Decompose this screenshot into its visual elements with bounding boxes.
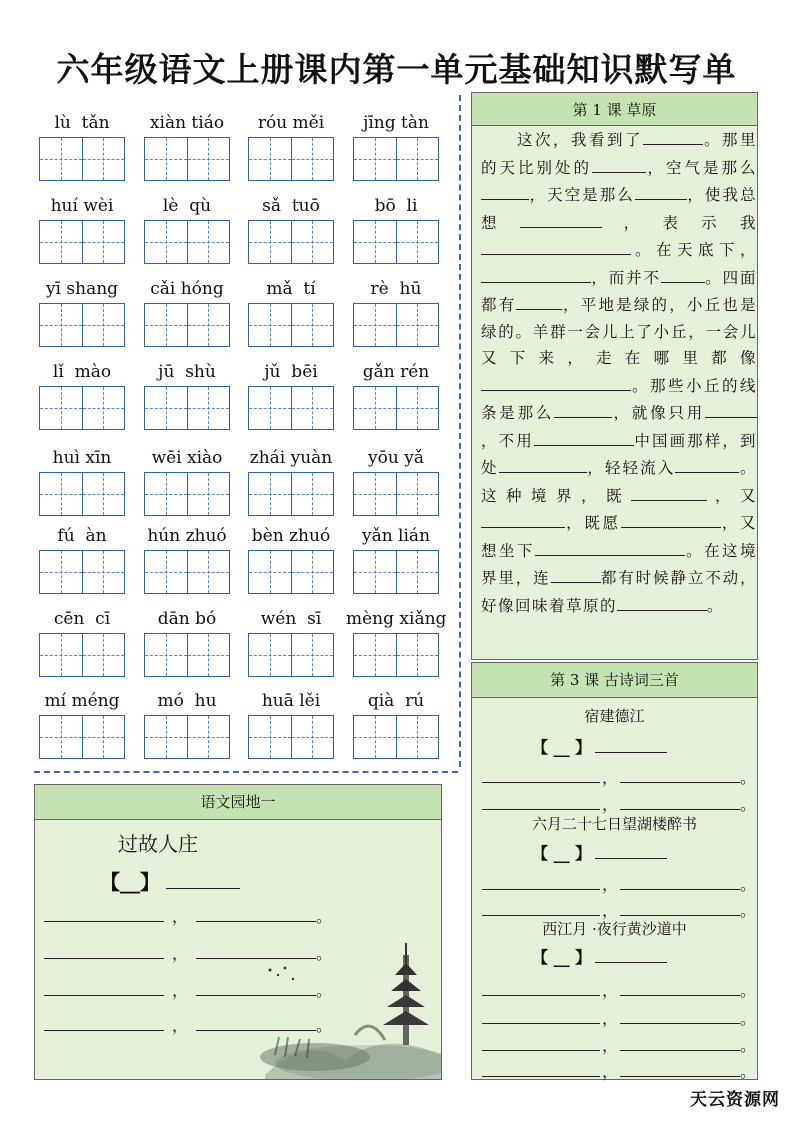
writing-cell[interactable] [354, 387, 396, 429]
pinyin-label: xiàn tiáo [149, 113, 225, 133]
writing-grid[interactable] [144, 220, 230, 264]
passage-text: ，使我总想 [481, 186, 757, 232]
writing-grid[interactable] [144, 550, 230, 594]
poem-title: 西江月 ·夜行黄沙道中 [542, 920, 687, 938]
poem-blank[interactable] [482, 1058, 600, 1077]
pinyin-label: sǎ tuō [262, 196, 320, 216]
author-bracket: 【__】 [100, 866, 240, 895]
poem-blank[interactable] [44, 940, 164, 959]
writing-cell[interactable] [249, 138, 291, 180]
writing-cell[interactable] [145, 387, 187, 429]
pinyin-label: huì xīn [52, 448, 112, 468]
passage-text: ，天空是那么 [529, 186, 635, 204]
comma: ， [602, 1036, 619, 1055]
writing-cell[interactable] [396, 304, 439, 346]
fill-blank[interactable] [520, 209, 602, 228]
author-bracket [532, 944, 667, 968]
pinyin-label: cēn cī [53, 609, 111, 629]
period: 。 [740, 1009, 757, 1028]
writing-cell[interactable] [187, 138, 230, 180]
writing-grid[interactable] [39, 386, 125, 430]
writing-grid[interactable] [248, 633, 334, 677]
writing-cell[interactable] [249, 304, 291, 346]
fill-blank[interactable] [551, 564, 601, 583]
passage-text: 。在天底下， [631, 241, 757, 259]
writing-cell[interactable] [354, 716, 396, 758]
poem-line [482, 1032, 756, 1056]
passage-text: ，平地是绿的，小丘也是绿的。羊群一会儿上了小丘，一会儿又下来，走在哪里都像 [481, 296, 757, 367]
writing-cell[interactable] [82, 634, 125, 676]
writing-grid[interactable] [39, 633, 125, 677]
poem-blank[interactable] [482, 897, 600, 916]
writing-cell[interactable] [40, 551, 82, 593]
passage-text: ，既愿 [565, 514, 621, 532]
writing-cell[interactable] [291, 304, 334, 346]
fill-blank[interactable] [592, 154, 646, 173]
writing-cell[interactable] [145, 221, 187, 263]
writing-cell[interactable] [187, 473, 230, 515]
writing-grid[interactable] [353, 472, 439, 516]
poem-blank[interactable] [620, 897, 740, 916]
poem-blank[interactable] [620, 1058, 740, 1077]
poem-blank[interactable] [196, 903, 316, 922]
fill-blank[interactable] [643, 126, 703, 145]
writing-grid[interactable] [248, 472, 334, 516]
writing-grid[interactable] [39, 137, 125, 181]
writing-cell[interactable] [187, 634, 230, 676]
writing-cell[interactable] [249, 473, 291, 515]
period: 。 [740, 1036, 757, 1055]
pinyin-label: yǎn lián [361, 526, 431, 546]
writing-grid[interactable] [39, 715, 125, 759]
poem-blank[interactable] [620, 1032, 740, 1051]
poem-title: 过故人庄 [118, 832, 198, 856]
writing-cell[interactable] [291, 634, 334, 676]
pagoda-illustration [245, 935, 441, 1079]
writing-grid[interactable] [248, 386, 334, 430]
writing-cell[interactable] [291, 387, 334, 429]
writing-cell[interactable] [187, 551, 230, 593]
pinyin-label: wén sī [260, 609, 322, 629]
writing-cell[interactable] [40, 716, 82, 758]
author-blank[interactable] [595, 840, 667, 859]
comma: ， [602, 901, 619, 920]
fill-blank[interactable] [617, 592, 707, 611]
lesson1-passage [481, 126, 757, 619]
writing-cell[interactable] [187, 221, 230, 263]
pinyin-label: hún zhuó [147, 526, 227, 546]
pinyin-label: mèng xiǎng [346, 609, 447, 629]
writing-cell[interactable] [40, 634, 82, 676]
writing-cell[interactable] [396, 387, 439, 429]
page-title: 六年级语文上册课内第一单元基础知识默写单 [56, 50, 737, 89]
bracket-text: 【 __ 】 [532, 948, 592, 967]
writing-grid[interactable] [353, 220, 439, 264]
writing-cell[interactable] [145, 634, 187, 676]
passage-text: 。在这境界里，连 [481, 541, 757, 587]
period: 。 [740, 981, 757, 1000]
fill-blank[interactable] [661, 264, 705, 283]
period: 。 [740, 768, 757, 787]
comma: ， [172, 981, 189, 1000]
pinyin-label: mó hu [157, 691, 217, 711]
writing-cell[interactable] [396, 138, 439, 180]
comma: ， [602, 875, 619, 894]
period: 。 [740, 901, 757, 920]
writing-cell[interactable] [291, 138, 334, 180]
poem-blank[interactable] [482, 764, 600, 783]
writing-cell[interactable] [82, 551, 125, 593]
bracket-text: 【 __ 】 [532, 844, 592, 863]
writing-cell[interactable] [354, 221, 396, 263]
writing-cell[interactable] [40, 221, 82, 263]
writing-grid[interactable] [248, 303, 334, 347]
pinyin-label: róu měi [257, 113, 325, 133]
pinyin-label: huā lěi [261, 691, 321, 711]
writing-cell[interactable] [187, 304, 230, 346]
writing-cell[interactable] [145, 551, 187, 593]
writing-cell[interactable] [82, 716, 125, 758]
pinyin-label: gǎn rén [362, 362, 430, 382]
period: 。 [316, 1016, 333, 1035]
comma: ， [602, 795, 619, 814]
poem-title: 六月二十七日望湖楼醉书 [531, 815, 697, 833]
pinyin-label: rè hū [370, 279, 422, 299]
pinyin-label: mǎ tí [266, 279, 316, 299]
writing-grid[interactable] [248, 137, 334, 181]
passage-text: ，轻轻流入 [586, 459, 676, 477]
pinyin-label: bō li [374, 196, 418, 216]
fill-blank[interactable] [705, 399, 757, 418]
comma: ， [602, 768, 619, 787]
pinyin-label: lè qù [162, 196, 212, 216]
writing-cell[interactable] [396, 221, 439, 263]
pinyin-label: mí méng [44, 691, 120, 711]
poem-line [482, 764, 756, 788]
poem-blank[interactable] [620, 791, 740, 810]
writing-cell[interactable] [396, 634, 439, 676]
writing-grid[interactable] [353, 137, 439, 181]
writing-cell[interactable] [354, 473, 396, 515]
writing-cell[interactable] [354, 304, 396, 346]
writing-cell[interactable] [291, 473, 334, 515]
writing-grid[interactable] [39, 303, 125, 347]
writing-cell[interactable] [354, 634, 396, 676]
pinyin-label: qià rú [367, 691, 425, 711]
lesson1-header: 第 1 课 草原 [471, 92, 758, 126]
poem-line [482, 1005, 756, 1029]
writing-grid[interactable] [353, 303, 439, 347]
pinyin-label: yōu yǎ [368, 448, 424, 468]
passage-text: ，表示我 [601, 213, 757, 232]
writing-grid[interactable] [353, 386, 439, 430]
author-blank[interactable] [595, 944, 667, 963]
writing-cell[interactable] [82, 221, 125, 263]
comma: ， [172, 944, 189, 963]
poem-line [482, 791, 756, 815]
poem-title: 宿建德江 [584, 707, 645, 725]
poem-blank[interactable] [620, 1005, 740, 1024]
fill-blank[interactable] [635, 181, 687, 200]
passage-text: 中国画那样，到处 [481, 431, 757, 477]
fill-blank[interactable] [675, 454, 739, 473]
bracket-text: 【 __ 】 [532, 738, 592, 757]
poem-blank[interactable] [482, 1005, 600, 1024]
brand-watermark: 天云资源网 [690, 1090, 780, 1110]
author-bracket [532, 734, 667, 758]
poem-blank[interactable] [482, 871, 600, 890]
fill-blank[interactable] [534, 427, 634, 446]
poem-blank[interactable] [620, 977, 740, 996]
writing-cell[interactable] [187, 387, 230, 429]
passage-text: ，就像只用 [612, 404, 705, 422]
poem-line [482, 977, 756, 1001]
pinyin-label: cǎi hóng [150, 279, 224, 299]
writing-grid[interactable] [39, 550, 125, 594]
writing-cell[interactable] [40, 473, 82, 515]
writing-cell[interactable] [40, 138, 82, 180]
poem-blank[interactable] [620, 871, 740, 890]
poem-line [482, 871, 756, 895]
writing-grid[interactable] [144, 303, 230, 347]
pinyin-label: lù tǎn [54, 113, 110, 133]
writing-grid[interactable] [144, 386, 230, 430]
pinyin-label: jǔ bēi [264, 362, 318, 382]
passage-text: ，又 [706, 486, 757, 505]
writing-cell[interactable] [145, 473, 187, 515]
pinyin-label: yī shang [45, 279, 119, 299]
comma: ， [602, 981, 619, 1000]
pinyin-label: wēi xiào [151, 448, 223, 468]
fill-blank[interactable] [481, 372, 631, 391]
period: 。 [316, 944, 333, 963]
pinyin-label: jīng tàn [363, 113, 429, 133]
writing-cell[interactable] [291, 716, 334, 758]
writing-grid[interactable] [248, 715, 334, 759]
fill-blank[interactable] [554, 399, 612, 418]
comma: ， [602, 1009, 619, 1028]
poem-line [44, 903, 332, 927]
writing-grid[interactable] [144, 472, 230, 516]
lesson3-header: 第 3 课 古诗词三首 [471, 662, 758, 698]
fill-blank[interactable] [535, 537, 685, 556]
writing-cell[interactable] [82, 473, 125, 515]
pinyin-label: dān bó [157, 609, 217, 629]
passage-text: 。这种境界，既 [481, 459, 757, 505]
writing-cell[interactable] [354, 138, 396, 180]
poem-blank[interactable] [44, 903, 164, 922]
writing-cell[interactable] [249, 634, 291, 676]
poem-blank[interactable] [44, 1012, 164, 1031]
writing-cell[interactable] [249, 716, 291, 758]
writing-cell[interactable] [396, 551, 439, 593]
pinyin-label: bèn zhuó [251, 526, 331, 546]
writing-cell[interactable] [354, 551, 396, 593]
writing-grid[interactable] [353, 633, 439, 677]
writing-grid[interactable] [144, 715, 230, 759]
author-bracket [532, 840, 667, 864]
comma: ， [172, 1016, 189, 1035]
writing-cell[interactable] [40, 387, 82, 429]
writing-cell[interactable] [145, 304, 187, 346]
writing-cell[interactable] [396, 473, 439, 515]
fill-blank[interactable] [481, 236, 631, 255]
writing-grid[interactable] [144, 633, 230, 677]
fill-blank[interactable] [481, 181, 529, 200]
period: 。 [740, 1062, 757, 1081]
fill-blank[interactable] [621, 509, 721, 528]
writing-cell[interactable] [249, 551, 291, 593]
writing-grid[interactable] [353, 715, 439, 759]
writing-cell[interactable] [187, 716, 230, 758]
author-blank[interactable] [595, 734, 667, 753]
writing-grid[interactable] [248, 550, 334, 594]
poem-line [482, 1058, 756, 1082]
passage-text: 都有时候静立不动，好像回味着草原的 [481, 569, 757, 615]
fill-blank[interactable] [631, 482, 707, 501]
passage-text: ，又想坐下 [481, 514, 757, 560]
writing-cell[interactable] [291, 551, 334, 593]
poem-blank[interactable] [482, 791, 600, 810]
fill-blank[interactable] [516, 291, 562, 310]
writing-grid[interactable] [39, 220, 125, 264]
poem-blank[interactable] [482, 1032, 600, 1051]
passage-text: ，而并不 [591, 268, 661, 287]
fill-blank[interactable] [481, 509, 565, 528]
writing-cell[interactable] [291, 221, 334, 263]
passage-text: 。四面都有 [481, 268, 757, 314]
writing-grid[interactable] [144, 137, 230, 181]
period: 。 [740, 795, 757, 814]
writing-cell[interactable] [82, 387, 125, 429]
pinyin-label: huí wèi [50, 196, 114, 216]
author-blank[interactable] [166, 870, 240, 889]
passage-text: 。 [707, 596, 725, 615]
comma: ， [172, 907, 189, 926]
period: 。 [316, 981, 333, 1000]
passage-text: 这次，我看到了 [481, 131, 643, 149]
vertical-divider [459, 95, 461, 767]
poem-blank[interactable] [482, 977, 600, 996]
passage-text: 。那里的天比别处的 [481, 131, 757, 177]
horizontal-divider [34, 771, 458, 773]
comma: ， [602, 1062, 619, 1081]
writing-cell[interactable] [145, 716, 187, 758]
writing-cell[interactable] [40, 304, 82, 346]
pinyin-label: jū shù [158, 362, 216, 382]
writing-cell[interactable] [249, 387, 291, 429]
poem-blank[interactable] [44, 977, 164, 996]
writing-cell[interactable] [396, 716, 439, 758]
fill-blank[interactable] [481, 264, 591, 283]
writing-cell[interactable] [249, 221, 291, 263]
period: 。 [740, 875, 757, 894]
writing-grid[interactable] [248, 220, 334, 264]
yuwen-yuandi-header: 语文园地一 [34, 784, 442, 820]
pinyin-label: fú àn [57, 526, 107, 546]
passage-text: ，空气是那么 [646, 158, 757, 177]
writing-cell[interactable] [145, 138, 187, 180]
writing-grid[interactable] [353, 550, 439, 594]
fill-blank[interactable] [499, 454, 587, 473]
pinyin-label: zhái yuàn [249, 448, 333, 468]
poem-blank[interactable] [620, 764, 740, 783]
writing-cell[interactable] [82, 138, 125, 180]
passage-text: ，不用 [481, 431, 534, 450]
passage-text: 。那些小丘的线条是那么 [481, 376, 757, 422]
writing-grid[interactable] [39, 472, 125, 516]
period: 。 [316, 907, 333, 926]
pinyin-label: lǐ mào [52, 362, 112, 382]
writing-cell[interactable] [82, 304, 125, 346]
